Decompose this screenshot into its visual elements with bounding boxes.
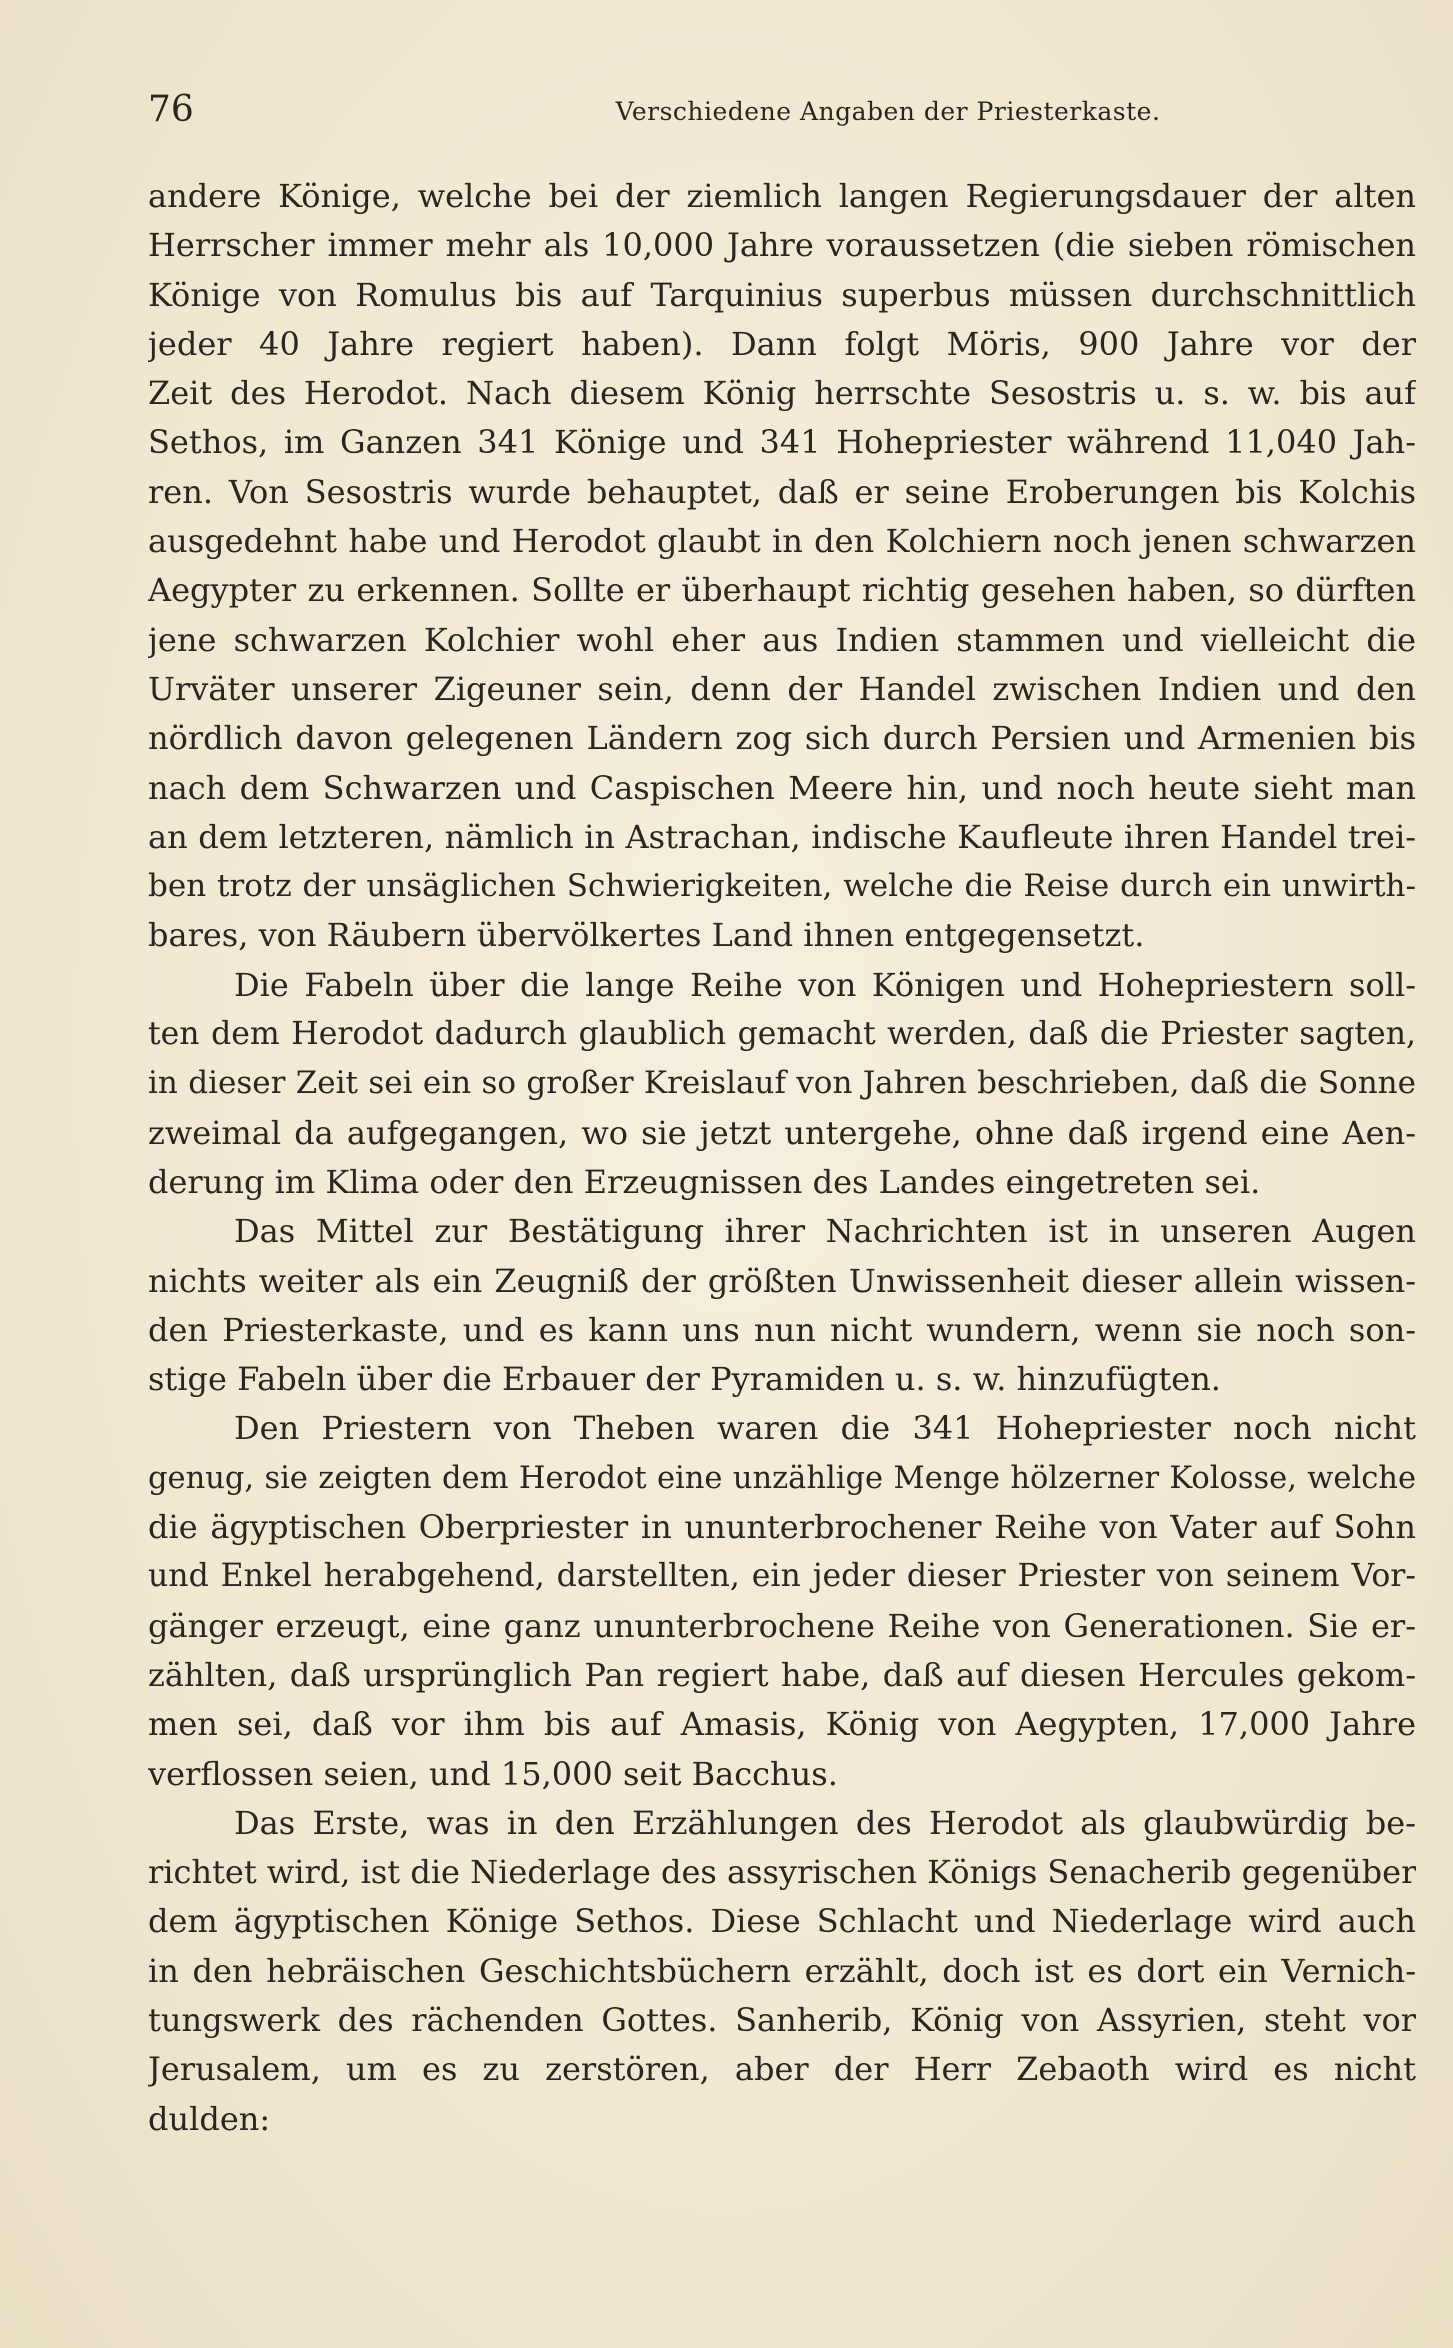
text-line: men sei, daß vor ihm bis auf Amasis, König von Aegypten, 17,000 Jahre (148, 1705, 1416, 1744)
paragraph (148, 1207, 1416, 1404)
text-line: genug, sie zeigten dem Herodot eine unzählige Menge hölzerner Kolosse, welche (148, 1460, 1416, 1496)
text-line: nach dem Schwarzen und Caspischen Meere hin, und noch heute sieht man (148, 768, 1416, 807)
text-line: die ägyptischen Oberpriester in ununterbrochener Reihe von Vater auf Sohn (148, 1508, 1416, 1547)
page-number: 76 (148, 89, 194, 130)
paragraph (148, 1404, 1416, 1798)
page-header (148, 88, 1418, 138)
text-line: ben trotz der unsäglichen Schwierigkeiten, welche die Reise durch ein unwirth- (148, 868, 1416, 905)
text-line: ten dem Herodot dadurch glaublich gemacht werden, daß die Priester sagten, (148, 1016, 1416, 1053)
text-line: Zeit des Herodot. Nach diesem König herrschte Sesostris u. s. w. bis auf (148, 374, 1416, 413)
text-line: Das Mittel zur Bestätigung ihrer Nachrichten ist in unseren Augen (234, 1212, 1416, 1251)
text-line: dulden: (148, 2099, 271, 2138)
text-line: verflossen seien, und 15,000 seit Bacchus. (148, 1754, 838, 1793)
text-line: Aegypter zu erkennen. Sollte er überhaupt richtig gesehen haben, so dürften (148, 571, 1416, 610)
text-line: jeder 40 Jahre regiert haben). Dann folgt Möris, 900 Jahre vor der (148, 324, 1416, 363)
text-line: zählten, daß ursprünglich Pan regiert habe, daß auf diesen Hercules gekom- (148, 1655, 1416, 1694)
text-line: Das Erste, was in den Erzählungen des Herodot als glaubwürdig be- (234, 1803, 1416, 1842)
text-line: Herrscher immer mehr als 10,000 Jahre voraussetzen (die sieben römischen (148, 226, 1416, 265)
text-line: an dem letzteren, nämlich in Astrachan, indische Kaufleute ihren Handel trei- (148, 817, 1416, 856)
text-line: jene schwarzen Kolchier wohl eher aus Indien stammen und vielleicht die (148, 620, 1416, 659)
paragraph (148, 172, 1416, 961)
text-line: richtet wird, ist die Niederlage des assyrischen Königs Senacherib gegenüber (148, 1853, 1416, 1892)
text-line: nördlich davon gelegenen Ländern zog sich durch Persien und Armenien bis (148, 719, 1416, 758)
text-line: ausgedehnt habe und Herodot glaubt in den Kolchiern noch jenen schwarzen (148, 522, 1416, 561)
paragraph (148, 961, 1416, 1207)
body-text (148, 172, 1416, 2144)
text-line: in dieser Zeit sei ein so großer Kreislauf von Jahren beschrieben, daß die Sonne (148, 1065, 1416, 1102)
text-line: Jerusalem, um es zu zerstören, aber der Herr Zebaoth wird es nicht (148, 2050, 1416, 2089)
text-line: derung im Klima oder den Erzeugnissen des Landes eingetreten sei. (148, 1162, 1261, 1201)
text-line: gänger erzeugt, eine ganz ununterbrochene Reihe von Generationen. Sie er- (148, 1606, 1416, 1645)
text-line: in den hebräischen Geschichtsbüchern erzählt, doch ist es dort ein Vernich- (148, 1951, 1416, 1990)
text-line: Sethos, im Ganzen 341 Könige und 341 Hohepriester während 11,040 Jah- (148, 423, 1416, 462)
text-line: dem ägyptischen Könige Sethos. Diese Schlacht und Niederlage wird auch (148, 1902, 1416, 1941)
text-line: ren. Von Sesostris wurde behauptet, daß er seine Eroberungen bis Kolchis (148, 472, 1416, 511)
text-line: stige Fabeln über die Erbauer der Pyramiden u. s. w. hinzufügten. (148, 1360, 1221, 1399)
text-line: Urväter unserer Zigeuner sein, denn der Handel zwischen Indien und den (148, 669, 1416, 708)
text-line: tungswerk des rächenden Gottes. Sanherib, König von Assyrien, steht vor (148, 2000, 1416, 2039)
text-line: den Priesterkaste, und es kann uns nun nicht wundern, wenn sie noch son- (148, 1310, 1416, 1349)
text-line: zweimal da aufgegangen, wo sie jetzt untergehe, ohne daß irgend eine Aen- (148, 1113, 1416, 1152)
text-line: Die Fabeln über die lange Reihe von Königen und Hohepriestern soll- (234, 965, 1416, 1004)
running-head: Verschiedene Angaben der Priesterkaste. (615, 97, 1161, 126)
text-line: nichts weiter als ein Zeugniß der größten Unwissenheit dieser allein wissen- (148, 1261, 1416, 1300)
text-line: Den Priestern von Theben waren die 341 Hohepriester noch nicht (234, 1409, 1416, 1448)
paragraph (148, 1799, 1416, 2144)
text-line: bares, von Räubern übervölkertes Land ihnen entgegensetzt. (148, 916, 1145, 955)
text-line: und Enkel herabgehend, darstellten, ein jeder dieser Priester von seinem Vor- (148, 1558, 1416, 1595)
text-line: andere Könige, welche bei der ziemlich langen Regierungsdauer der alten (148, 177, 1416, 215)
text-line: Könige von Romulus bis auf Tarquinius superbus müssen durchschnittlich (148, 275, 1416, 314)
